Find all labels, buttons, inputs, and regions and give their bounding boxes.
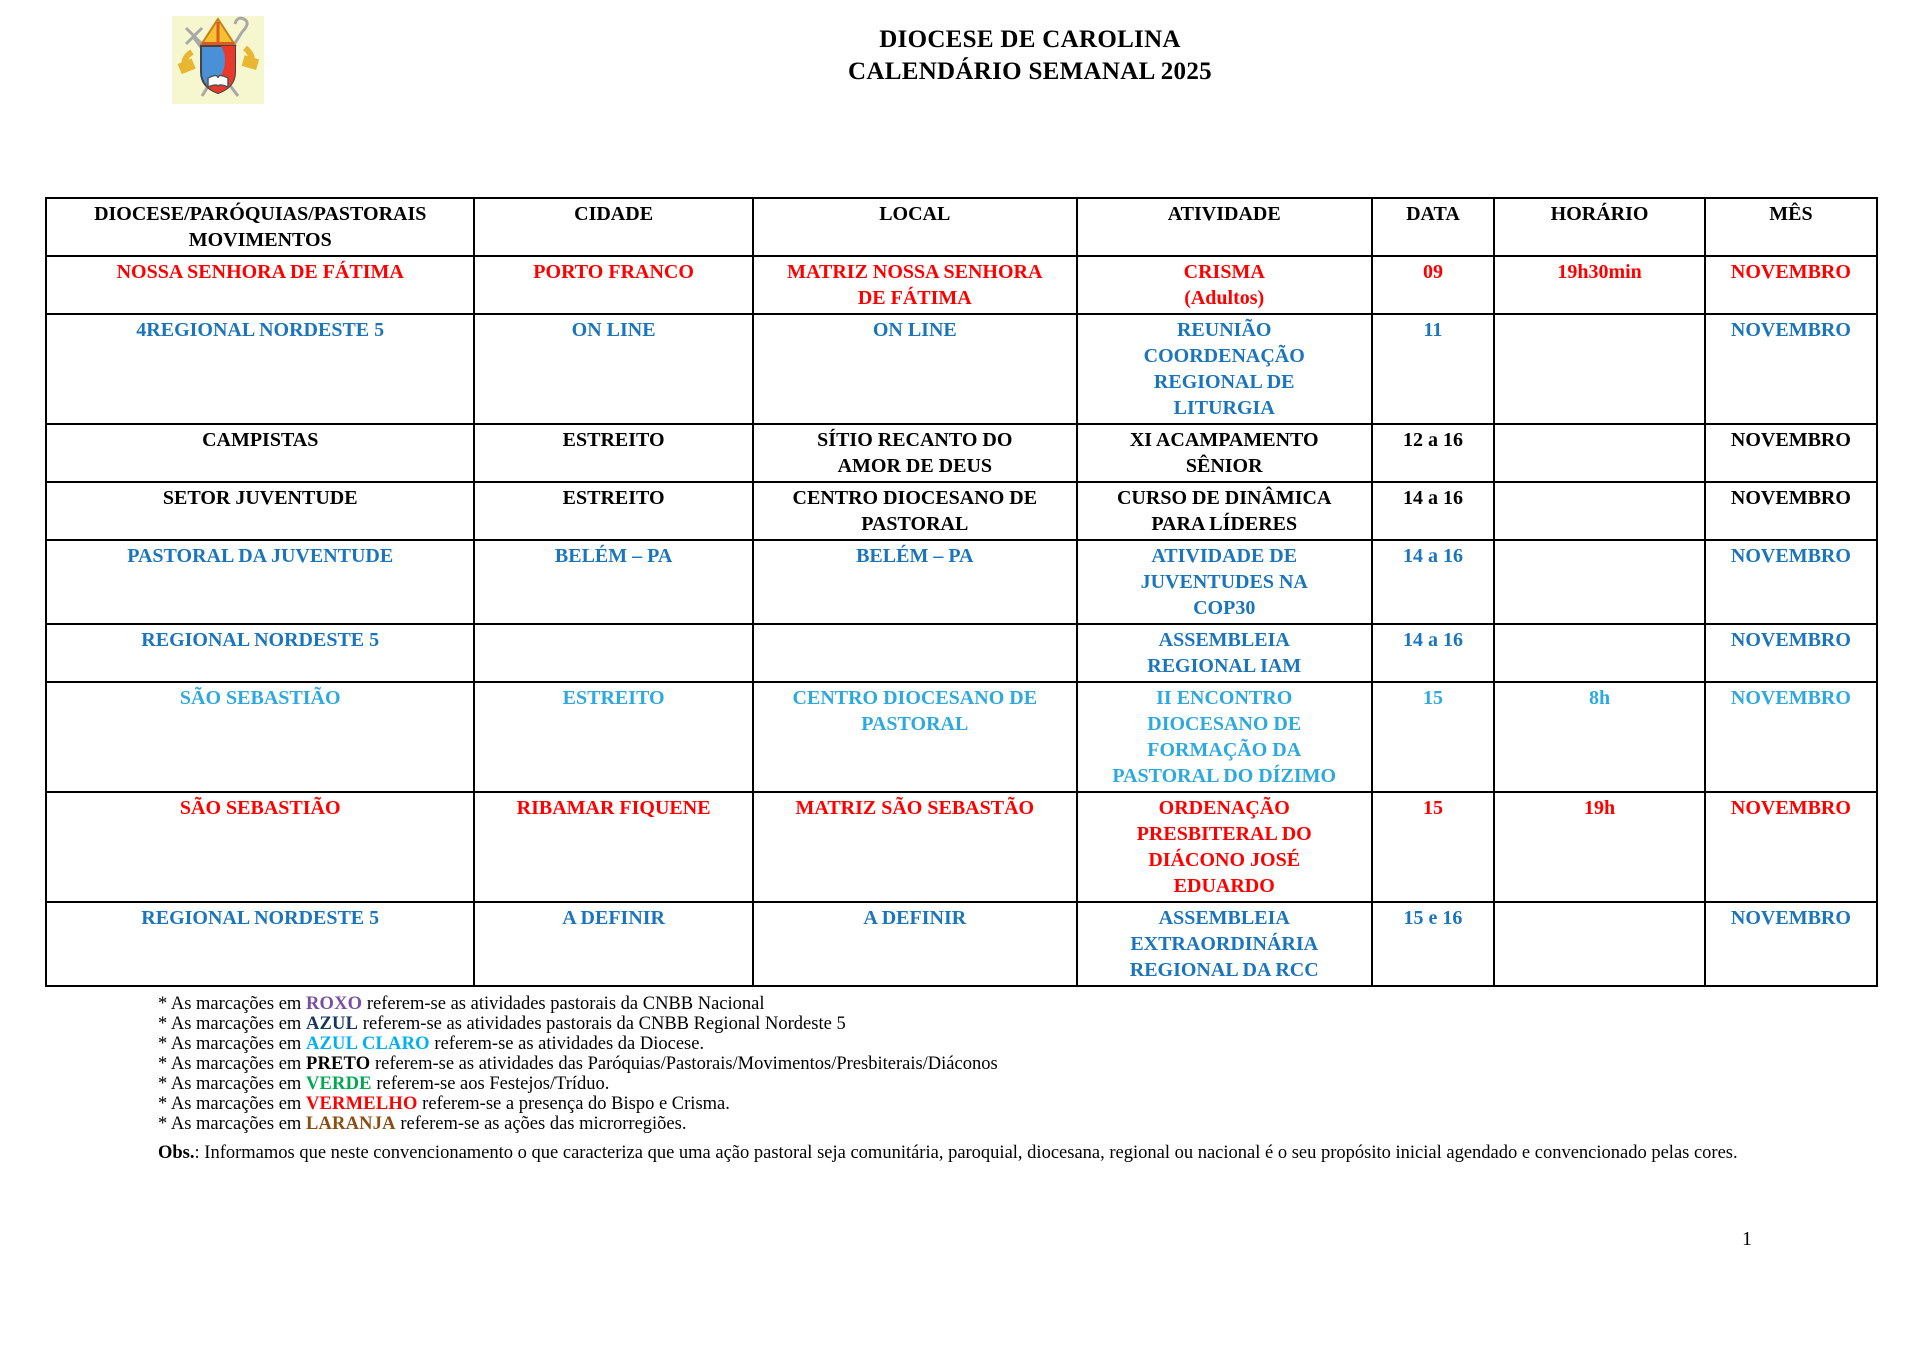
table-cell: A DEFINIR [474,902,752,986]
footnote-prefix: * As marcações em [158,1114,306,1134]
table-cell: SÍTIO RECANTO DO AMOR DE DEUS [753,424,1077,482]
table-cell: 14 a 16 [1372,540,1495,624]
table-cell: XI ACAMPAMENTO SÊNIOR [1077,424,1372,482]
table-cell: ATIVIDADE DE JUVENTUDES NA COP30 [1077,540,1372,624]
table-cell: CRISMA (Adultos) [1077,256,1372,314]
column-header: MÊS [1705,198,1877,256]
table-cell: NOVEMBRO [1705,424,1877,482]
table-cell: CURSO DE DINÂMICA PARA LÍDERES [1077,482,1372,540]
table-row [46,624,1877,682]
table-row [46,792,1877,902]
table-cell [1494,482,1705,540]
table-cell: NOVEMBRO [1705,624,1877,682]
footnote-line [158,1114,998,1134]
table-cell: CAMPISTAS [46,424,474,482]
table-cell: 15 [1372,682,1495,792]
table-cell: REGIONAL NORDESTE 5 [46,624,474,682]
footnote-line [158,1094,998,1114]
table-cell: BELÉM – PA [753,540,1077,624]
column-header: HORÁRIO [1494,198,1705,256]
table-cell: 15 [1372,792,1495,902]
table-cell: NOVEMBRO [1705,792,1877,902]
calendar-table-wrap [45,197,1878,987]
table-cell: ORDENAÇÃO PRESBITERAL DO DIÁCONO JOSÉ EDUARDO [1077,792,1372,902]
table-cell: 11 [1372,314,1495,424]
column-header: ATIVIDADE [1077,198,1372,256]
table-cell: 14 a 16 [1372,624,1495,682]
table-cell [1494,540,1705,624]
table-cell: NOVEMBRO [1705,256,1877,314]
table-cell: ON LINE [474,314,752,424]
column-header: DATA [1372,198,1495,256]
footnote-prefix: * As marcações em [158,1094,306,1114]
footnote-prefix: * As marcações em [158,1034,306,1054]
footnote-color-keyword: VERMELHO [305,1094,418,1114]
table-cell: 14 a 16 [1372,482,1495,540]
column-header: LOCAL [753,198,1077,256]
footnote-suffix: referem-se as atividades da Diocese. [429,1034,705,1054]
obs-text: : Informamos que neste convencionamento o que caracteriza que uma ação pastoral seja comunitária, paroquial, diocesana, regional ou nacional é o seu propósito inicial agendado e convencionado pelas cores. [194,1143,1738,1163]
footnote-color-keyword: AZUL [305,1014,359,1034]
footnote-color-keyword: ROXO [305,994,363,1014]
table-cell: SÃO SEBASTIÃO [46,792,474,902]
table-cell: REGIONAL NORDESTE 5 [46,902,474,986]
table-cell: CENTRO DIOCESANO DE PASTORAL [753,482,1077,540]
table-cell: NOVEMBRO [1705,682,1877,792]
table-cell: PORTO FRANCO [474,256,752,314]
table-cell: 19h30min [1494,256,1705,314]
footnote-suffix: referem-se as ações das microrregiões. [395,1114,687,1134]
footnote-prefix: * As marcações em [158,1014,306,1034]
table-cell: ASSEMBLEIA REGIONAL IAM [1077,624,1372,682]
footnote-line [158,994,998,1014]
table-cell: ESTREITO [474,482,752,540]
table-row [46,424,1877,482]
table-cell: SÃO SEBASTIÃO [46,682,474,792]
footnote-suffix: referem-se as atividades pastorais da CNBB Nacional [362,994,765,1014]
table-cell: 09 [1372,256,1495,314]
footnote-color-keyword: VERDE [305,1074,372,1094]
table-row [46,482,1877,540]
table-cell: ESTREITO [474,424,752,482]
footnote-suffix: referem-se as atividades pastorais da CNBB Regional Nordeste 5 [358,1014,846,1034]
table-cell: MATRIZ SÃO SEBASTÃO [753,792,1077,902]
page-number: 1 [1742,1228,1752,1250]
table-cell: MATRIZ NOSSA SENHORA DE FÁTIMA [753,256,1077,314]
footnotes [158,994,998,1134]
table-row [46,902,1877,986]
footnote-prefix: * As marcações em [158,1074,306,1094]
table-cell: ASSEMBLEIA EXTRAORDINÁRIA REGIONAL DA RCC [1077,902,1372,986]
table-row [46,682,1877,792]
obs-wrap [158,1136,1828,1166]
footnote-suffix: referem-se aos Festejos/Tríduo. [371,1074,610,1094]
table-row [46,314,1877,424]
table-cell: NOSSA SENHORA DE FÁTIMA [46,256,474,314]
table-cell: II ENCONTRO DIOCESANO DE FORMAÇÃO DA PASTORAL DO DÍZIMO [1077,682,1372,792]
footnote-line [158,1054,998,1074]
table-cell: NOVEMBRO [1705,540,1877,624]
table-cell [1494,624,1705,682]
table-cell: SETOR JUVENTUDE [46,482,474,540]
table-cell: 8h [1494,682,1705,792]
table-cell: A DEFINIR [753,902,1077,986]
table-cell: BELÉM – PA [474,540,752,624]
footnote-prefix: * As marcações em [158,994,306,1014]
table-cell: 15 e 16 [1372,902,1495,986]
column-header: DIOCESE/PARÓQUIAS/PASTORAIS MOVIMENTOS [46,198,474,256]
footnote-line [158,1034,998,1054]
table-cell: PASTORAL DA JUVENTUDE [46,540,474,624]
footnote-color-keyword: PRETO [305,1054,371,1074]
table-cell [1494,314,1705,424]
table-cell: NOVEMBRO [1705,314,1877,424]
table-cell: CENTRO DIOCESANO DE PASTORAL [753,682,1077,792]
table-cell [753,624,1077,682]
table-cell: 4REGIONAL NORDESTE 5 [46,314,474,424]
footnote-suffix: referem-se a presença do Bispo e Crisma. [417,1094,730,1114]
footnote-color-keyword: LARANJA [305,1114,396,1134]
footnote-prefix: * As marcações em [158,1054,306,1074]
page-subtitle: CALENDÁRIO SEMANAL 2025 [848,58,1212,85]
footnote-line [158,1074,998,1094]
table-cell [474,624,752,682]
table-cell: 12 a 16 [1372,424,1495,482]
obs-paragraph [158,1141,1828,1166]
table-cell: NOVEMBRO [1705,902,1877,986]
table-cell: NOVEMBRO [1705,482,1877,540]
footnote-line [158,1014,998,1034]
table-cell: REUNIÃO COORDENAÇÃO REGIONAL DE LITURGIA [1077,314,1372,424]
table-cell: RIBAMAR FIQUENE [474,792,752,902]
calendar-body [46,256,1877,986]
table-cell: ESTREITO [474,682,752,792]
page-title: DIOCESE DE CAROLINA [879,26,1181,53]
table-row [46,256,1877,314]
table-cell: 19h [1494,792,1705,902]
table-cell [1494,902,1705,986]
document-header [140,24,1920,88]
calendar-table [45,197,1878,987]
table-cell [1494,424,1705,482]
footnote-suffix: referem-se as atividades das Paróquias/Pastorais/Movimentos/Presbiterais/Diáconos [370,1054,998,1074]
table-cell: ON LINE [753,314,1077,424]
table-row [46,540,1877,624]
calendar-header-row [46,198,1877,256]
column-header: CIDADE [474,198,752,256]
obs-label: Obs. [158,1143,195,1163]
footnote-color-keyword: AZUL CLARO [305,1034,430,1054]
